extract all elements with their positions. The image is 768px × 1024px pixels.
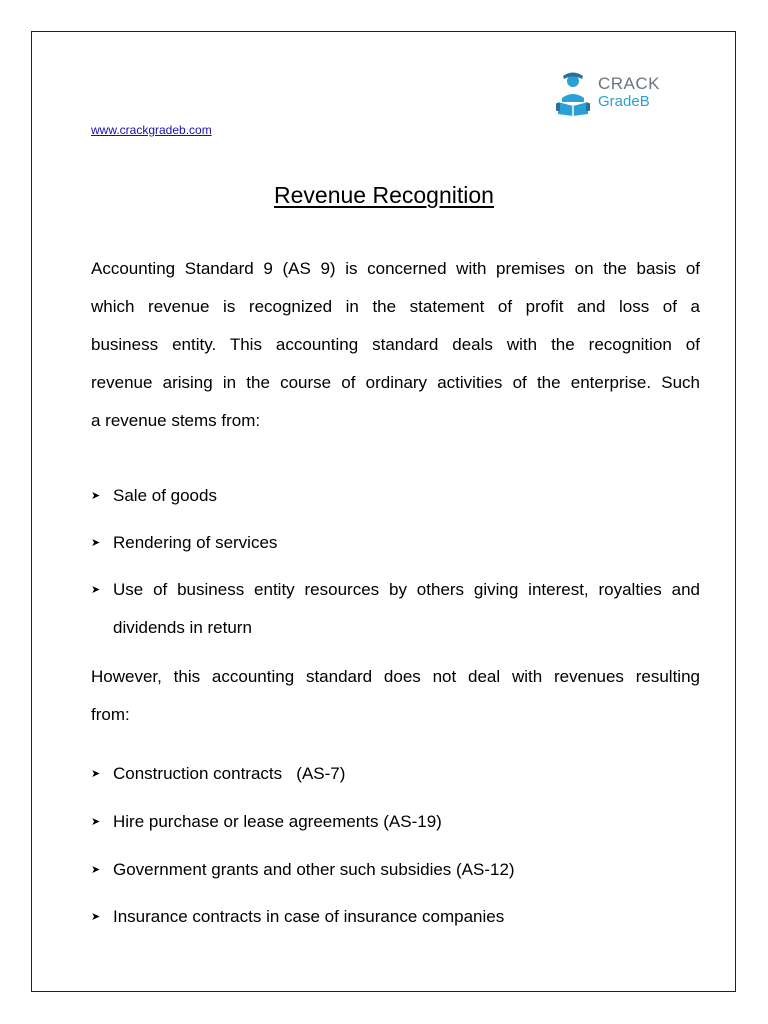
- exclusion-line-1: However, this accounting standard does not deal with revenues resulting: [91, 667, 700, 686]
- list-item-text: Sale of goods: [113, 486, 217, 505]
- intro-line-1: Accounting Standard 9 (AS 9) is concerned with premises on the basis of: [91, 259, 700, 278]
- exclusion-line-2: from:: [91, 705, 130, 724]
- intro-line-4: revenue arising in the course of ordinary activities of the enterprise. Such: [91, 373, 700, 392]
- intro-line-3: business entity. This accounting standard deals with the recognition of: [91, 335, 700, 354]
- list-item-text: [113, 571, 700, 647]
- exclusion-paragraph: [91, 658, 700, 734]
- logo-text-gradeb: GradeB: [598, 93, 650, 110]
- chevron-right-icon: ➤: [91, 584, 101, 596]
- intro-line-5: a revenue stems from:: [91, 411, 261, 430]
- chevron-right-icon: ➤: [91, 911, 101, 923]
- chevron-right-icon: ➤: [91, 537, 101, 549]
- intro-line-2: which revenue is recognized in the statement of profit and loss of a: [91, 297, 700, 316]
- intro-paragraph: [91, 250, 700, 440]
- website-link[interactable]: www.crackgradeb.com: [91, 123, 212, 137]
- student-reading-icon: [556, 72, 596, 116]
- list-item-text: Government grants and other such subsidies (AS-12): [113, 860, 515, 879]
- list-item-text: Construction contracts (AS-7): [113, 764, 346, 783]
- chevron-right-icon: ➤: [91, 816, 101, 828]
- list-item-text: Hire purchase or lease agreements (AS-19): [113, 812, 442, 831]
- crack-gradeb-logo: [556, 72, 676, 116]
- list-item-line-1: Use of business entity resources by others giving interest, royalties and: [113, 580, 700, 599]
- chevron-right-icon: ➤: [91, 768, 101, 780]
- list-item-line-2: dividends in return: [113, 618, 252, 637]
- list-item-text: Insurance contracts in case of insurance companies: [113, 907, 505, 926]
- chevron-right-icon: ➤: [91, 490, 101, 502]
- page-title: Revenue Recognition: [274, 182, 494, 208]
- list-item-text: Rendering of services: [113, 533, 278, 552]
- logo-text-crack: CRACK: [598, 74, 661, 93]
- chevron-right-icon: ➤: [91, 864, 101, 876]
